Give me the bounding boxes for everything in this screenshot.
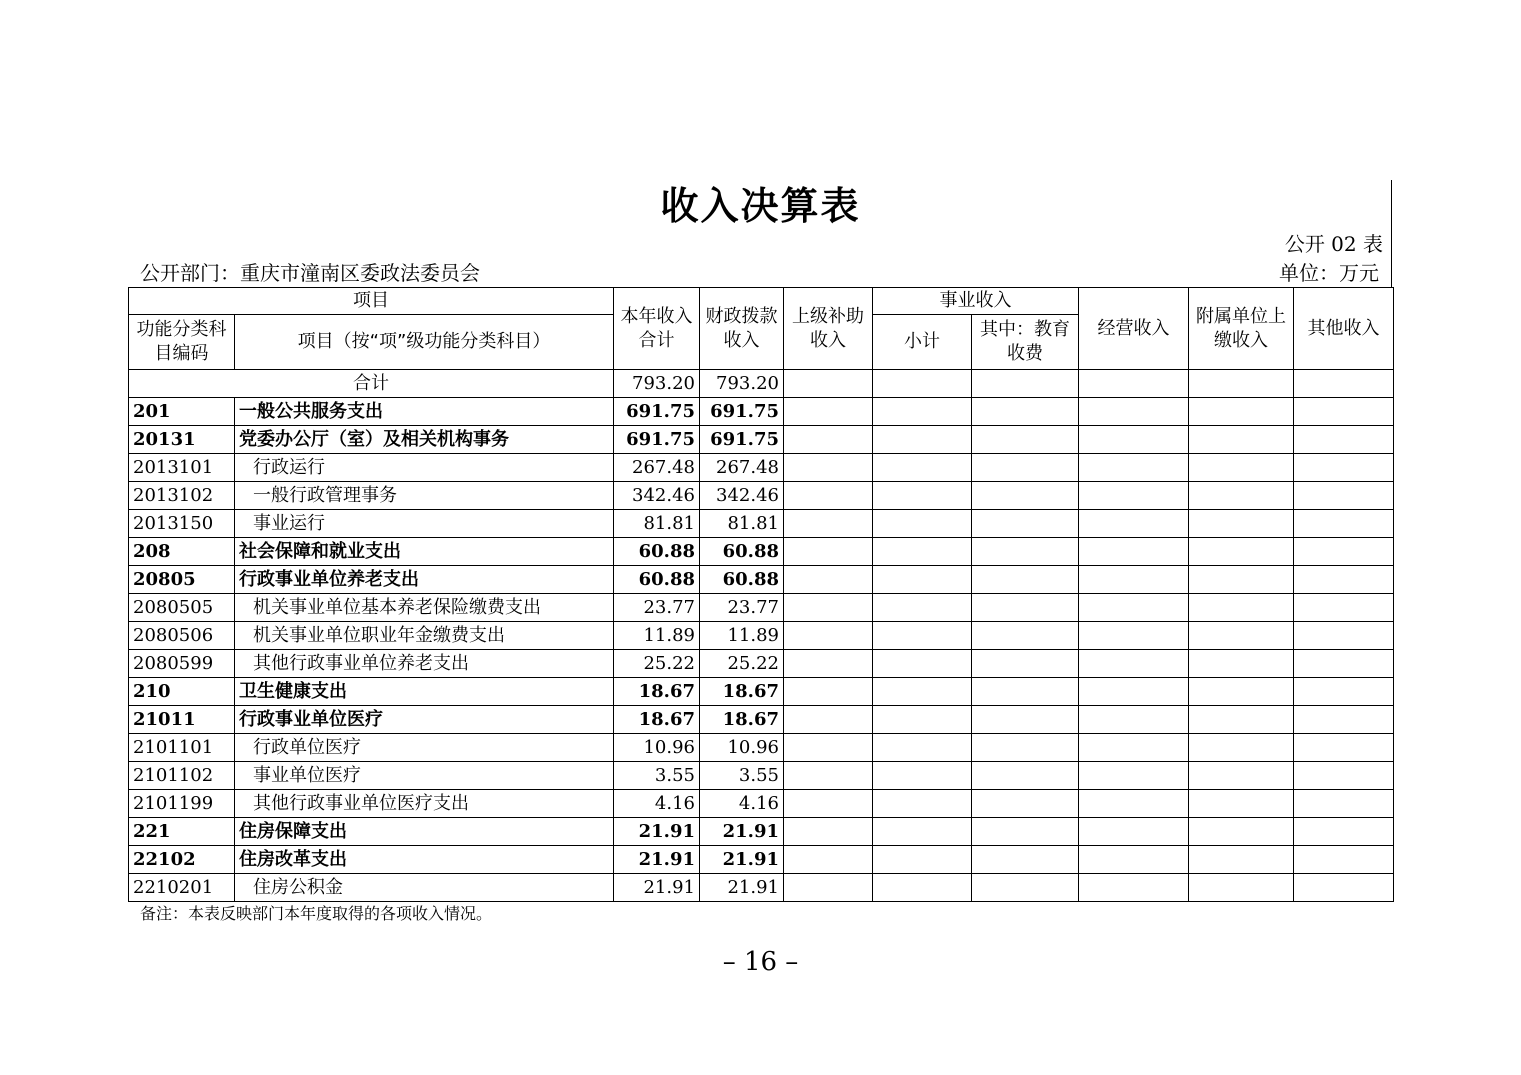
empty-cell (1294, 706, 1394, 734)
form-number: 公开 02 表 (1284, 232, 1383, 256)
empty-cell (1294, 650, 1394, 678)
empty-cell (1079, 650, 1189, 678)
row-total: 60.88 (614, 566, 700, 594)
empty-cell (784, 566, 873, 594)
row-total: 60.88 (614, 538, 700, 566)
row-fiscal: 60.88 (700, 566, 784, 594)
header-superior: 上级补助收入 (784, 288, 873, 370)
empty-cell (873, 454, 972, 482)
table-row (129, 426, 1394, 454)
row-total: 3.55 (614, 762, 700, 790)
row-fiscal: 11.89 (700, 622, 784, 650)
total-income: 793.20 (614, 370, 700, 398)
table-row (129, 482, 1394, 510)
empty-cell (873, 622, 972, 650)
empty-cell (873, 398, 972, 426)
table-row (129, 818, 1394, 846)
empty-cell (1294, 538, 1394, 566)
row-code: 2101102 (129, 762, 235, 790)
empty-cell (1079, 846, 1189, 874)
row-total: 691.75 (614, 426, 700, 454)
row-fiscal: 60.88 (700, 538, 784, 566)
header-project: 项目 (129, 288, 614, 315)
empty-cell (972, 762, 1079, 790)
empty-cell (1189, 510, 1294, 538)
row-name: 行政单位医疗 (235, 734, 614, 762)
empty-cell (972, 510, 1079, 538)
row-fiscal: 267.48 (700, 454, 784, 482)
total-row (129, 370, 1394, 398)
empty-cell (1294, 622, 1394, 650)
empty-cell (784, 426, 873, 454)
row-fiscal: 18.67 (700, 678, 784, 706)
row-code: 2013150 (129, 510, 235, 538)
table-row (129, 706, 1394, 734)
empty-cell (873, 594, 972, 622)
empty-cell (1079, 398, 1189, 426)
header-affiliated: 附属单位上缴收入 (1189, 288, 1294, 370)
table-row (129, 874, 1394, 902)
row-total: 18.67 (614, 678, 700, 706)
row-code: 21011 (129, 706, 235, 734)
empty-cell (1079, 790, 1189, 818)
empty-cell (873, 790, 972, 818)
row-name: 事业运行 (235, 510, 614, 538)
header-func-code: 功能分类科目编码 (129, 315, 235, 370)
empty-cell (1079, 426, 1189, 454)
empty-cell (1079, 762, 1189, 790)
row-code: 2080505 (129, 594, 235, 622)
row-total: 10.96 (614, 734, 700, 762)
empty-cell (972, 790, 1079, 818)
row-total: 342.46 (614, 482, 700, 510)
row-fiscal: 21.91 (700, 846, 784, 874)
row-fiscal: 691.75 (700, 426, 784, 454)
empty-cell (784, 846, 873, 874)
row-name: 机关事业单位职业年金缴费支出 (235, 622, 614, 650)
row-total: 691.75 (614, 398, 700, 426)
row-name: 卫生健康支出 (235, 678, 614, 706)
empty-cell (784, 762, 873, 790)
empty-cell (784, 622, 873, 650)
empty-cell (1294, 734, 1394, 762)
row-name: 事业单位医疗 (235, 762, 614, 790)
empty-cell (1294, 874, 1394, 902)
row-fiscal: 4.16 (700, 790, 784, 818)
empty-cell (873, 426, 972, 454)
empty-cell (1189, 790, 1294, 818)
empty-cell (1189, 426, 1294, 454)
table-row (129, 846, 1394, 874)
empty-cell (1189, 370, 1294, 398)
empty-cell (1294, 762, 1394, 790)
empty-cell (1079, 454, 1189, 482)
empty-cell (784, 398, 873, 426)
empty-cell (1079, 482, 1189, 510)
empty-cell (1294, 790, 1394, 818)
table-row (129, 566, 1394, 594)
table-row (129, 734, 1394, 762)
empty-cell (1189, 650, 1294, 678)
table-row (129, 398, 1394, 426)
empty-cell (1189, 678, 1294, 706)
row-code: 2013102 (129, 482, 235, 510)
empty-cell (784, 874, 873, 902)
empty-cell (1189, 454, 1294, 482)
empty-cell (1189, 818, 1294, 846)
row-total: 11.89 (614, 622, 700, 650)
empty-cell (1294, 566, 1394, 594)
footnote: 备注：本表反映部门本年度取得的各项收入情况。 (140, 904, 493, 923)
row-fiscal: 691.75 (700, 398, 784, 426)
empty-cell (873, 706, 972, 734)
total-label: 合计 (129, 370, 614, 398)
table-row (129, 538, 1394, 566)
empty-cell (873, 846, 972, 874)
table-row (129, 790, 1394, 818)
empty-cell (1079, 510, 1189, 538)
row-name: 党委办公厅（室）及相关机构事务 (235, 426, 614, 454)
empty-cell (972, 818, 1079, 846)
total-fiscal: 793.20 (700, 370, 784, 398)
empty-cell (972, 622, 1079, 650)
empty-cell (784, 818, 873, 846)
row-code: 20805 (129, 566, 235, 594)
empty-cell (873, 818, 972, 846)
row-name: 一般公共服务支出 (235, 398, 614, 426)
empty-cell (1189, 846, 1294, 874)
empty-cell (873, 874, 972, 902)
row-code: 2210201 (129, 874, 235, 902)
empty-cell (972, 734, 1079, 762)
header-total: 本年收入合计 (614, 288, 700, 370)
empty-cell (784, 454, 873, 482)
department-label: 公开部门：重庆市潼南区委政法委员会 (140, 261, 480, 285)
row-fiscal: 81.81 (700, 510, 784, 538)
header-fiscal: 财政拨款收入 (700, 288, 784, 370)
row-code: 2080506 (129, 622, 235, 650)
empty-cell (972, 454, 1079, 482)
table-row (129, 594, 1394, 622)
header-subtotal: 小计 (873, 315, 972, 370)
empty-cell (1079, 594, 1189, 622)
row-total: 21.91 (614, 846, 700, 874)
empty-cell (784, 678, 873, 706)
empty-cell (1079, 538, 1189, 566)
row-fiscal: 23.77 (700, 594, 784, 622)
row-code: 2101101 (129, 734, 235, 762)
row-total: 23.77 (614, 594, 700, 622)
empty-cell (784, 790, 873, 818)
empty-cell (1294, 426, 1394, 454)
empty-cell (873, 370, 972, 398)
table-row (129, 622, 1394, 650)
empty-cell (1189, 762, 1294, 790)
empty-cell (1294, 370, 1394, 398)
empty-cell (873, 650, 972, 678)
empty-cell (784, 734, 873, 762)
row-name: 行政运行 (235, 454, 614, 482)
empty-cell (1189, 398, 1294, 426)
row-total: 4.16 (614, 790, 700, 818)
empty-cell (972, 482, 1079, 510)
row-code: 221 (129, 818, 235, 846)
empty-cell (1189, 734, 1294, 762)
table-row (129, 650, 1394, 678)
empty-cell (1189, 706, 1294, 734)
empty-cell (1079, 734, 1189, 762)
empty-cell (1079, 566, 1189, 594)
empty-cell (873, 566, 972, 594)
row-total: 81.81 (614, 510, 700, 538)
empty-cell (1079, 678, 1189, 706)
row-name: 住房改革支出 (235, 846, 614, 874)
row-total: 18.67 (614, 706, 700, 734)
empty-cell (972, 566, 1079, 594)
row-code: 210 (129, 678, 235, 706)
empty-cell (873, 762, 972, 790)
empty-cell (784, 370, 873, 398)
row-code: 2013101 (129, 454, 235, 482)
row-fiscal: 3.55 (700, 762, 784, 790)
empty-cell (972, 650, 1079, 678)
empty-cell (1079, 818, 1189, 846)
empty-cell (1189, 622, 1294, 650)
row-name: 行政事业单位养老支出 (235, 566, 614, 594)
row-code: 208 (129, 538, 235, 566)
row-total: 21.91 (614, 818, 700, 846)
empty-cell (1189, 482, 1294, 510)
empty-cell (972, 846, 1079, 874)
row-name: 住房公积金 (235, 874, 614, 902)
empty-cell (784, 594, 873, 622)
row-code: 22102 (129, 846, 235, 874)
row-code: 20131 (129, 426, 235, 454)
row-fiscal: 10.96 (700, 734, 784, 762)
empty-cell (873, 678, 972, 706)
row-fiscal: 18.67 (700, 706, 784, 734)
row-total: 25.22 (614, 650, 700, 678)
row-fiscal: 21.91 (700, 874, 784, 902)
table-row (129, 678, 1394, 706)
page-number: – 16 – (722, 947, 799, 977)
header-operating: 经营收入 (1079, 288, 1189, 370)
row-name: 行政事业单位医疗 (235, 706, 614, 734)
empty-cell (873, 510, 972, 538)
header-edu-fee: 其中：教育收费 (972, 315, 1079, 370)
empty-cell (1294, 678, 1394, 706)
table-row (129, 762, 1394, 790)
row-name: 其他行政事业单位养老支出 (235, 650, 614, 678)
row-name: 一般行政管理事务 (235, 482, 614, 510)
empty-cell (1189, 566, 1294, 594)
income-table (128, 287, 1394, 902)
row-name: 住房保障支出 (235, 818, 614, 846)
empty-cell (972, 398, 1079, 426)
unit-label: 单位：万元 (1279, 261, 1379, 285)
header-business: 事业收入 (873, 288, 1079, 315)
empty-cell (1294, 846, 1394, 874)
empty-cell (1079, 874, 1189, 902)
empty-cell (784, 706, 873, 734)
empty-cell (784, 482, 873, 510)
table-row (129, 454, 1394, 482)
empty-cell (873, 482, 972, 510)
empty-cell (873, 538, 972, 566)
empty-cell (1079, 622, 1189, 650)
empty-cell (1189, 538, 1294, 566)
empty-cell (784, 538, 873, 566)
row-total: 267.48 (614, 454, 700, 482)
empty-cell (972, 874, 1079, 902)
empty-cell (784, 510, 873, 538)
empty-cell (972, 594, 1079, 622)
row-fiscal: 25.22 (700, 650, 784, 678)
row-name: 其他行政事业单位医疗支出 (235, 790, 614, 818)
empty-cell (1294, 398, 1394, 426)
empty-cell (972, 538, 1079, 566)
row-fiscal: 21.91 (700, 818, 784, 846)
row-name: 机关事业单位基本养老保险缴费支出 (235, 594, 614, 622)
row-name: 社会保障和就业支出 (235, 538, 614, 566)
empty-cell (972, 706, 1079, 734)
empty-cell (1294, 482, 1394, 510)
empty-cell (972, 678, 1079, 706)
empty-cell (1294, 454, 1394, 482)
header-project-name: 项目（按“项”级功能分类科目） (235, 315, 614, 370)
empty-cell (1294, 818, 1394, 846)
page-title: 收入决算表 (660, 184, 861, 228)
row-code: 201 (129, 398, 235, 426)
empty-cell (873, 734, 972, 762)
empty-cell (1189, 874, 1294, 902)
row-fiscal: 342.46 (700, 482, 784, 510)
header-other: 其他收入 (1294, 288, 1394, 370)
row-code: 2101199 (129, 790, 235, 818)
empty-cell (972, 370, 1079, 398)
empty-cell (1294, 594, 1394, 622)
table-row (129, 510, 1394, 538)
empty-cell (1294, 510, 1394, 538)
empty-cell (784, 650, 873, 678)
empty-cell (1189, 594, 1294, 622)
row-total: 21.91 (614, 874, 700, 902)
row-code: 2080599 (129, 650, 235, 678)
empty-cell (1079, 370, 1189, 398)
empty-cell (1079, 706, 1189, 734)
empty-cell (972, 426, 1079, 454)
